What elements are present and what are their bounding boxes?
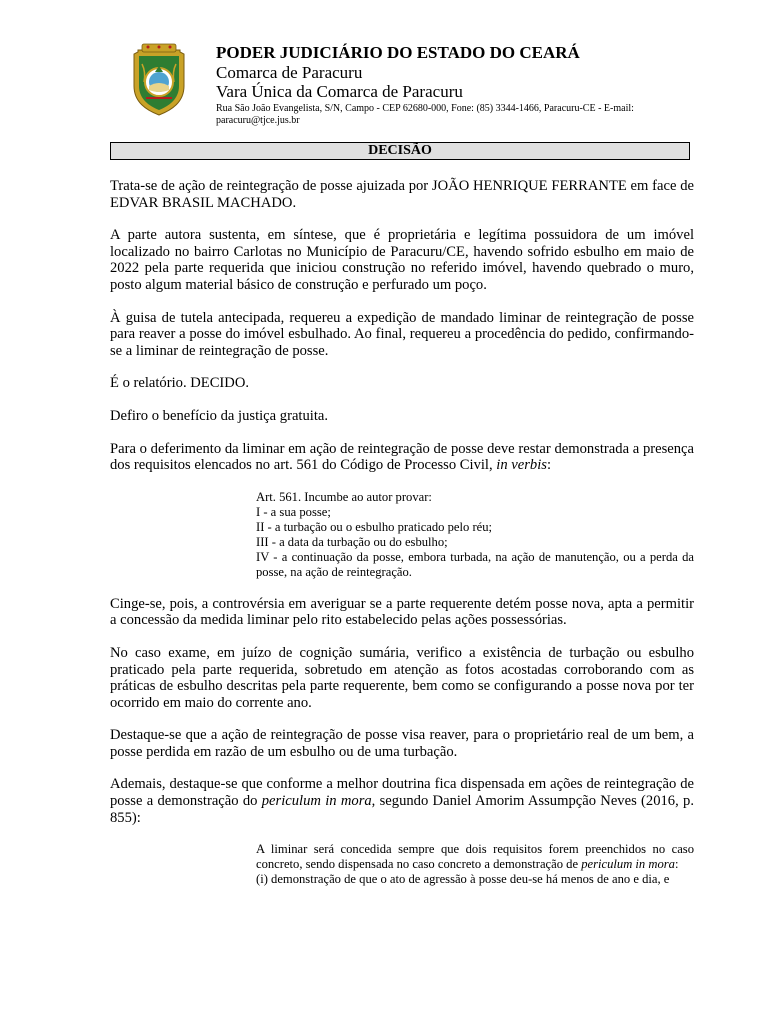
- paragraph-10-italic: periculum in mora: [261, 793, 372, 810]
- quote-text: A liminar será concedida sempre que dois requisitos forem preenchidos no caso concreto, sendo dispensada no caso concreto a demonstração de: [256, 842, 694, 872]
- quote-line: Art. 561. Incumbe ao autor provar:: [256, 489, 432, 504]
- paragraph-4: É o relatório. DECIDO.: [110, 375, 250, 392]
- paragraph-7: Cinge-se, pois, a controvérsia em averiguar se a parte requerente detém posse nova, apta a permitir a concessão da medida liminar pelo rito estabelecido pelas ações possessórias.: [110, 595, 694, 629]
- quote-line: I - a sua posse;: [256, 504, 331, 519]
- document-body: [110, 178, 694, 903]
- paragraph-8: No caso exame, em juízo de cognição sumária, verifico a existência de turbação ou esbulho praticado pela parte requerida, sobretudo em atenção as fotos acostadas corroborando com as práticas de esbulho descritas pela parte requerente, bem como se configurando a posse nova por ter ocorrido em maio do corrente ano.: [110, 644, 694, 711]
- quote-line: IV - a continuação da posse, embora turbada, na ação de manutenção, ou a perda da posse, na ação de reintegração.: [256, 549, 694, 579]
- document-title: DECISÃO: [110, 142, 690, 160]
- quote-line: II - a turbação ou o esbulho praticado pelo réu;: [256, 519, 493, 534]
- coat-of-arms-icon: [128, 42, 190, 116]
- paragraph-5: Defiro o benefício da justiça gratuita.: [110, 407, 329, 424]
- paragraph-1: Trata-se de ação de reintegração de posse ajuizada por JOÃO HENRIQUE FERRANTE em face de EDVAR BRASIL MACHADO.: [110, 178, 694, 211]
- paragraph-10-end: , segundo Daniel Amorim Assumpção Neves (2016, p. 855):: [110, 793, 694, 826]
- paragraph-3: À guisa de tutela antecipada, requereu a expedição de mandado liminar de reintegração de posse para reaver a posse do imóvel esbulhado. Ao final, requereu a procedência do pedido, confirmando-se a liminar de reintegração de posse.: [110, 309, 694, 359]
- paragraph-6: [110, 441, 694, 474]
- quote-end: :: [674, 857, 679, 872]
- court-name: PODER JUDICIÁRIO DO ESTADO DO CEARÁ: [216, 43, 580, 62]
- paragraph-10-text: Ademais, destaque-se que conforme a melhor doutrina fica dispensada em ações de reintegração de posse a demonstração do: [110, 776, 694, 810]
- quote-italic: periculum in mora: [581, 857, 675, 872]
- quote-doctrine: [256, 842, 694, 887]
- paragraph-9: Destaque-se que a ação de reintegração de posse visa reaver, para o proprietário real de um bem, a posse perdida em razão de um esbulho ou de uma turbação.: [110, 727, 694, 760]
- paragraph-6-text: Para o deferimento da liminar em ação de reintegração de posse deve restar demonstrada a presença dos requisitos elencados no art. 561 do Código de Processo Civil,: [110, 440, 694, 474]
- district-name: Comarca de Paracuru: [216, 63, 363, 82]
- court-address: Rua São João Evangelista, S/N, Campo - CEP 62680-000, Fone: (85) 3344-1466, Paracuru-CE - E-mail: paracuru@tjce.jus.br: [216, 103, 634, 126]
- paragraph-2: A parte autora sustenta, em síntese, que é proprietária e legítima possuidora de um imóvel localizado no bairro Carlotas no Município de Paracuru/CE, havendo sofrido esbulho em maio de 2022 pela parte requerida que iniciou construção no referido imóvel, havendo quebrado o muro, posto algum material básico de construção e perfurado um poço.: [110, 227, 694, 293]
- paragraph-6-italic: in verbis: [496, 457, 547, 474]
- chamber-name: Vara Única da Comarca de Paracuru: [216, 82, 463, 101]
- document-header: [128, 40, 698, 126]
- paragraph-6-end: :: [546, 457, 552, 474]
- quote-line: III - a data da turbação ou do esbulho;: [256, 534, 448, 549]
- quote-art-561: [256, 490, 694, 580]
- header-text: [216, 40, 686, 127]
- quote-line: (i) demonstração de que o ato de agressão à posse deu-se há menos de ano e dia, e: [256, 872, 670, 887]
- quote-line: [256, 842, 694, 872]
- paragraph-10: [110, 776, 694, 826]
